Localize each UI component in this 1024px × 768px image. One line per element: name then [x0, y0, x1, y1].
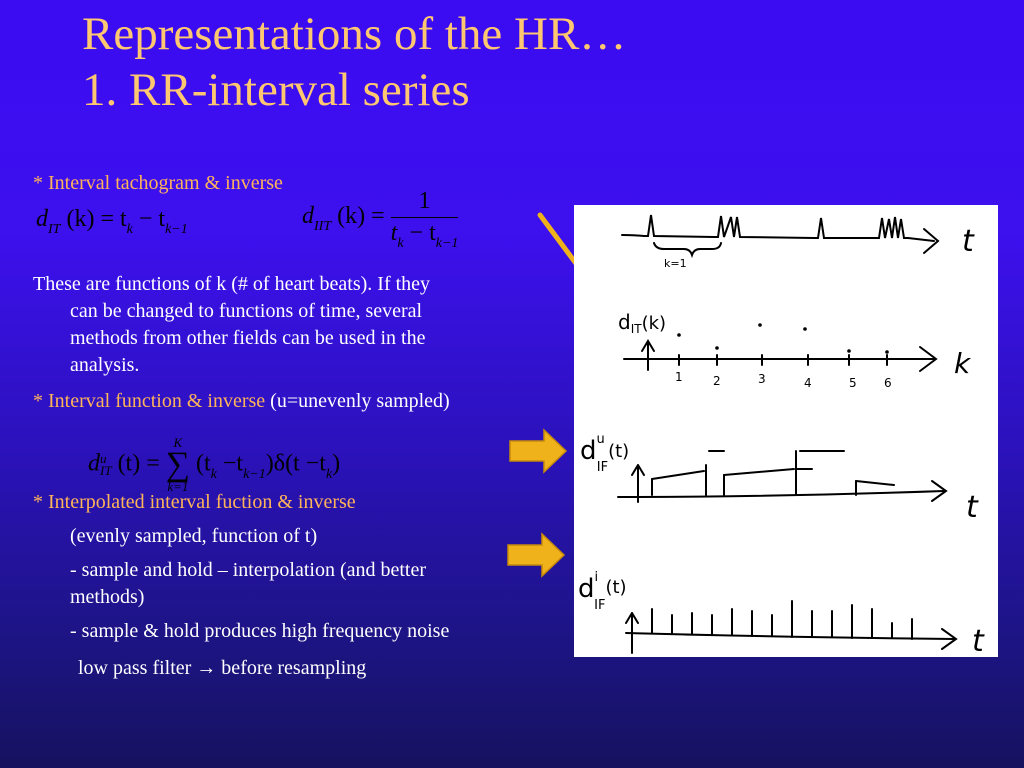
block-arrow-icon — [508, 428, 568, 474]
axis-label-t: t — [962, 224, 974, 259]
tachogram-row — [624, 341, 936, 371]
line-sample-hold-2: methods) — [70, 586, 145, 608]
line-low-pass: low pass filter → before resampling — [78, 657, 367, 679]
k-tick-labels — [675, 370, 892, 390]
tachogram-points — [677, 323, 889, 354]
line-evenly-sampled: (evenly sampled, function of t) — [70, 525, 318, 547]
block-arrow-icon — [506, 532, 566, 578]
interpolated-row — [626, 601, 956, 653]
svg-text:3: 3 — [758, 372, 766, 386]
svg-text:5: 5 — [849, 376, 857, 390]
paragraph-line-3: methods from other fields can be used in the — [70, 327, 426, 349]
svg-text:2: 2 — [713, 374, 721, 388]
fraction: $\frac{1}{t_k - t_{k-1}}$ — [390, 188, 459, 251]
brace-label: k=1 — [664, 257, 687, 270]
title-line-1: Representations of the HR… — [82, 8, 627, 60]
paragraph-line-4: analysis. — [70, 354, 140, 376]
svg-text:4: 4 — [804, 376, 812, 390]
line-sample-hold-1: - sample and hold – interpolation (and better — [70, 559, 427, 581]
equation-tachogram: $d_{IT}$ $(k) = t_k - t_{k-1}$ — [36, 206, 188, 237]
axis-label-t: t — [972, 624, 984, 657]
svg-text:1: 1 — [675, 370, 683, 384]
heading-interpolated-interval: * Interpolated interval fuction & inverse — [33, 491, 356, 513]
equation-inverse-tachogram: $d_{IIT}$ (k) = $\frac{1}{t_k - t_{k-1}}$ — [302, 188, 459, 251]
interval-function-row — [618, 451, 946, 502]
func-label-dit: $d_{IT}(k)$ — [618, 310, 667, 336]
title-line-2: 1. RR-interval series — [82, 64, 470, 116]
paragraph-line-2: can be changed to functions of time, several — [70, 300, 423, 322]
heading-interval-tachogram: * Interval tachogram & inverse — [33, 172, 283, 194]
axis-label-k: k — [954, 347, 971, 380]
axis-label-t: t — [966, 490, 978, 525]
svg-text:6: 6 — [884, 376, 892, 390]
equation-interval-function: d u IT (t) = K ∑ k=1 $(t_k -t_{k-1})\delta(t -t_k)$ — [88, 435, 341, 494]
func-label-du: $d^u$ IF$^{(t)}$ — [580, 432, 630, 475]
sketch-panel — [574, 205, 998, 657]
ecg-row — [622, 215, 938, 255]
func-label-di: $d^i$ IF$^{(t)}$ — [578, 570, 627, 613]
slide-title — [82, 6, 626, 118]
paragraph-line-1: These are functions of k (# of heart beats). If they — [33, 273, 431, 295]
heading-interval-function: * Interval function & inverse (u=unevenly sampled) — [33, 390, 450, 412]
line-noise: - sample & hold produces high frequency noise — [70, 620, 450, 642]
